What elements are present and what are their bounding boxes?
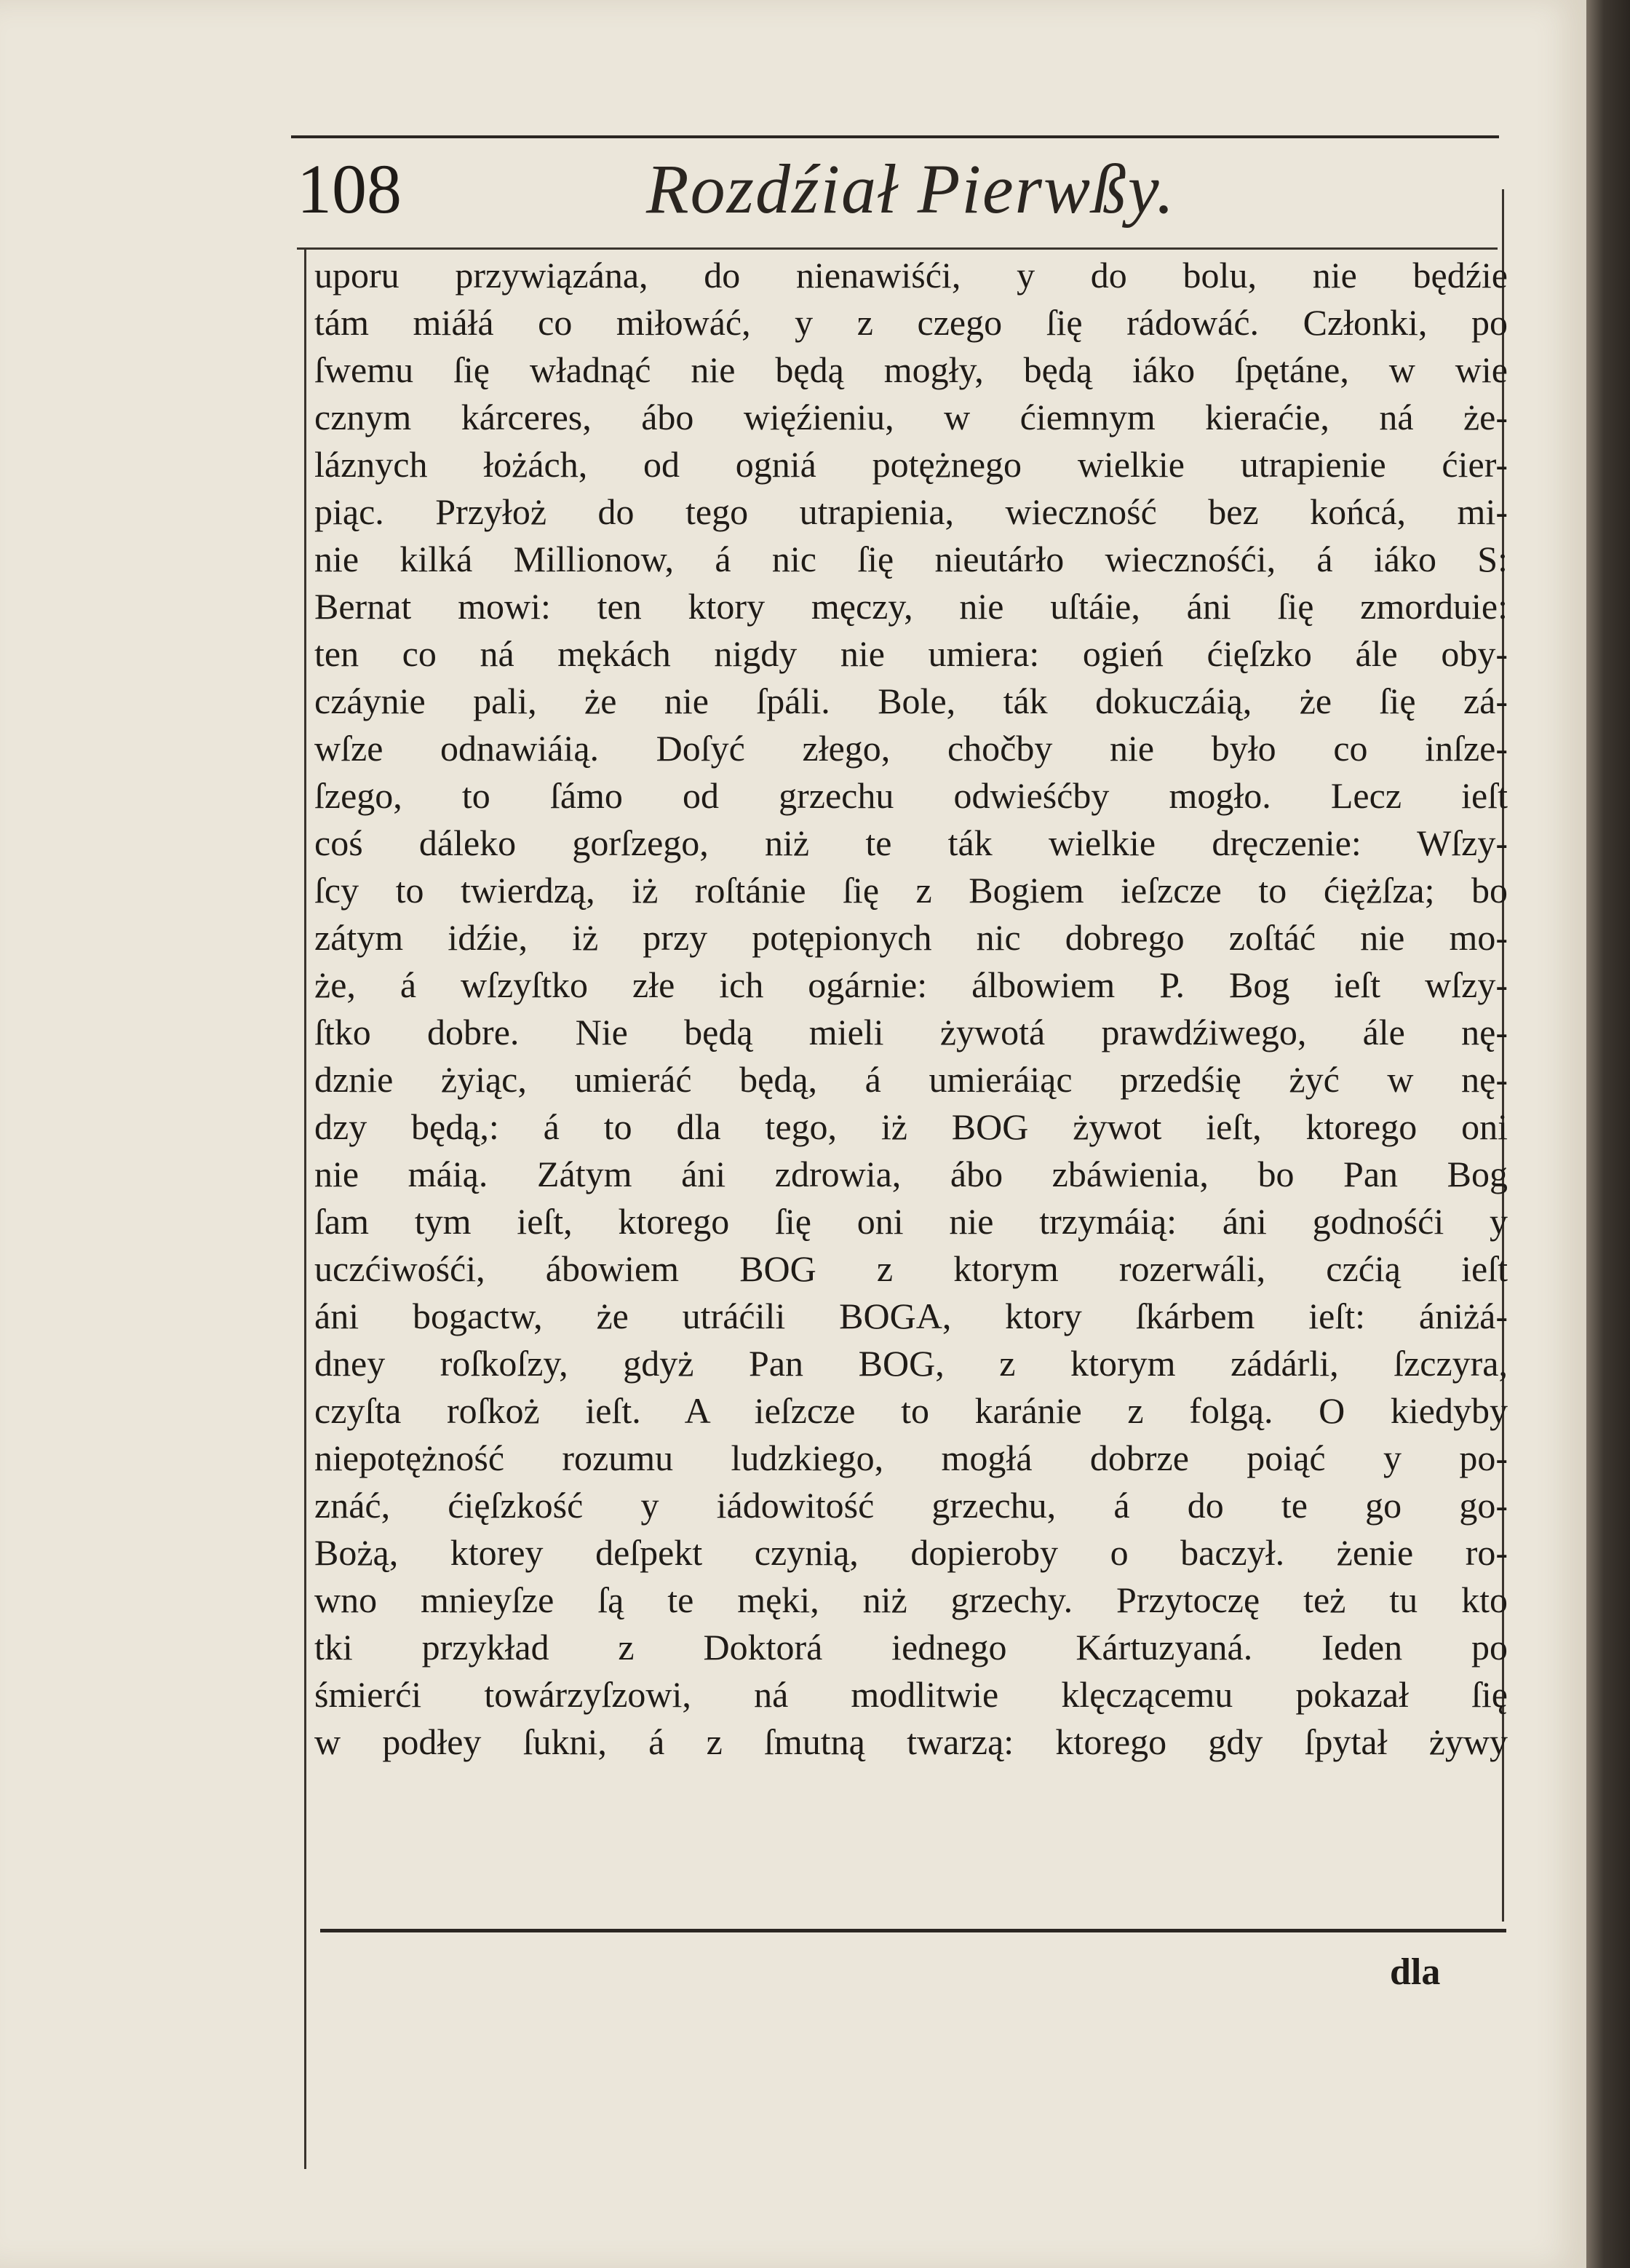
text-line: áni bogactw, że utráćili BOGA, ktory ſkárbem ieſt: ániżá- [314,1296,1508,1336]
header-rule [297,247,1498,250]
text-line: dznie żyiąc, umieráć będą, á umieráiąc przedśię żyć w nę- [314,1059,1508,1100]
bottom-rule [320,1929,1506,1932]
text-line: piąc. Przyłoż do tego utrapienia, wieczność bez końcá, mi- [314,491,1508,532]
running-title: Rozdźiał Pierwßy. [646,150,1176,228]
binding-edge [1586,0,1630,2268]
catchword: dla [1390,1951,1441,1993]
text-line: tám miáłá co miłowáć, y z czego ſię rádowáć. Członki, po [314,302,1508,343]
text-line: nie kilká Millionow, á nic ſię nieutárło wiecznośći, á iáko S: [314,539,1508,579]
text-line: ſzego, to ſámo od grzechu odwieśćby mogło. Lecz ieſt [314,775,1508,816]
page-number: 108 [297,150,402,228]
text-line: że, á wſzyſtko złe ich ogárnie: álbowiem P. Bog ieſt wſzy- [314,964,1508,1005]
text-line: coś dáleko gorſzego, niż te ták wielkie dręczenie: Wſzy- [314,822,1508,863]
text-line: niepotężność rozumu ludzkiego, mogłá dobrze poiąć y po- [314,1438,1508,1478]
top-rule [291,135,1499,138]
text-line: wſze odnawiáią. Doſyć złego, chočby nie było co inſze- [314,728,1508,769]
text-line: ſtko dobre. Nie będą mieli żywotá prawdźiwego, ále nę- [314,1012,1508,1052]
body-text [314,252,1508,1766]
text-line: dzy będą,: á to dla tego, iż BOG żywot ieſt, ktorego oni [314,1106,1508,1147]
text-line: wno mnieyſze ſą te męki, niż grzechy. Przytoczę też tu kto [314,1579,1508,1620]
text-line: Bernat mowi: ten ktory męczy, nie uſtáie, áni ſię zmorduie: [314,586,1508,627]
text-line: láznych łożách, od ogniá potężnego wielkie utrapienie ćier- [314,444,1508,485]
text-line: ſwemu ſię władnąć nie będą mogły, będą iáko ſpętáne, w wie [314,349,1508,390]
text-line: ten co ná mękách nigdy nie umiera: ogień ćięſzko ále oby- [314,633,1508,674]
text-line: dney roſkoſzy, gdyż Pan BOG, z ktorym zádárli, ſzczyra, [314,1343,1508,1384]
text-line: czyſta roſkoż ieſt. A ieſzcze to karánie z folgą. O kiedyby [314,1390,1508,1431]
left-frame-rule [304,247,306,2169]
text-line: nie máią. Zátym áni zdrowia, ábo zbáwienia, bo Pan Bog [314,1154,1508,1194]
text-line: zátym idźie, iż przy potępionych nic dobrego zoſtáć nie mo- [314,917,1508,958]
page-header [297,146,1505,240]
text-line: czáynie pali, że nie ſpáli. Bole, ták dokuczáią, że ſię zá- [314,681,1508,721]
text-line: w podłey ſukni, á z ſmutną twarzą: ktorego gdy ſpytał żywy [314,1721,1508,1762]
text-line: śmierći towárzyſzowi, ná modlitwie klęczącemu pokazał ſię [314,1674,1508,1715]
text-line: Bożą, ktorey deſpekt czynią, dopieroby o baczył. żenie ro- [314,1532,1508,1573]
text-line: tki przykład z Doktorá iednego Kártuzyaná. Ieden po [314,1627,1508,1668]
text-line: ſam tym ieſt, ktorego ſię oni nie trzymáią: áni godnośći y [314,1201,1508,1242]
text-line: ſcy to twierdzą, iż roſtánie ſię z Bogiem ieſzcze to ćiężſza; bo [314,870,1508,911]
text-line: uczćiwośći, ábowiem BOG z ktorym rozerwáli, czćią ieſt [314,1248,1508,1289]
text-line: cznym kárceres, ábo więźieniu, w ćiemnym kieraćie, ná że- [314,397,1508,437]
text-line: uporu przywiązána, do nienawiśći, y do bolu, nie będźie [314,255,1508,296]
text-line: znáć, ćięſzkość y iádowitość grzechu, á do te go go- [314,1485,1508,1526]
